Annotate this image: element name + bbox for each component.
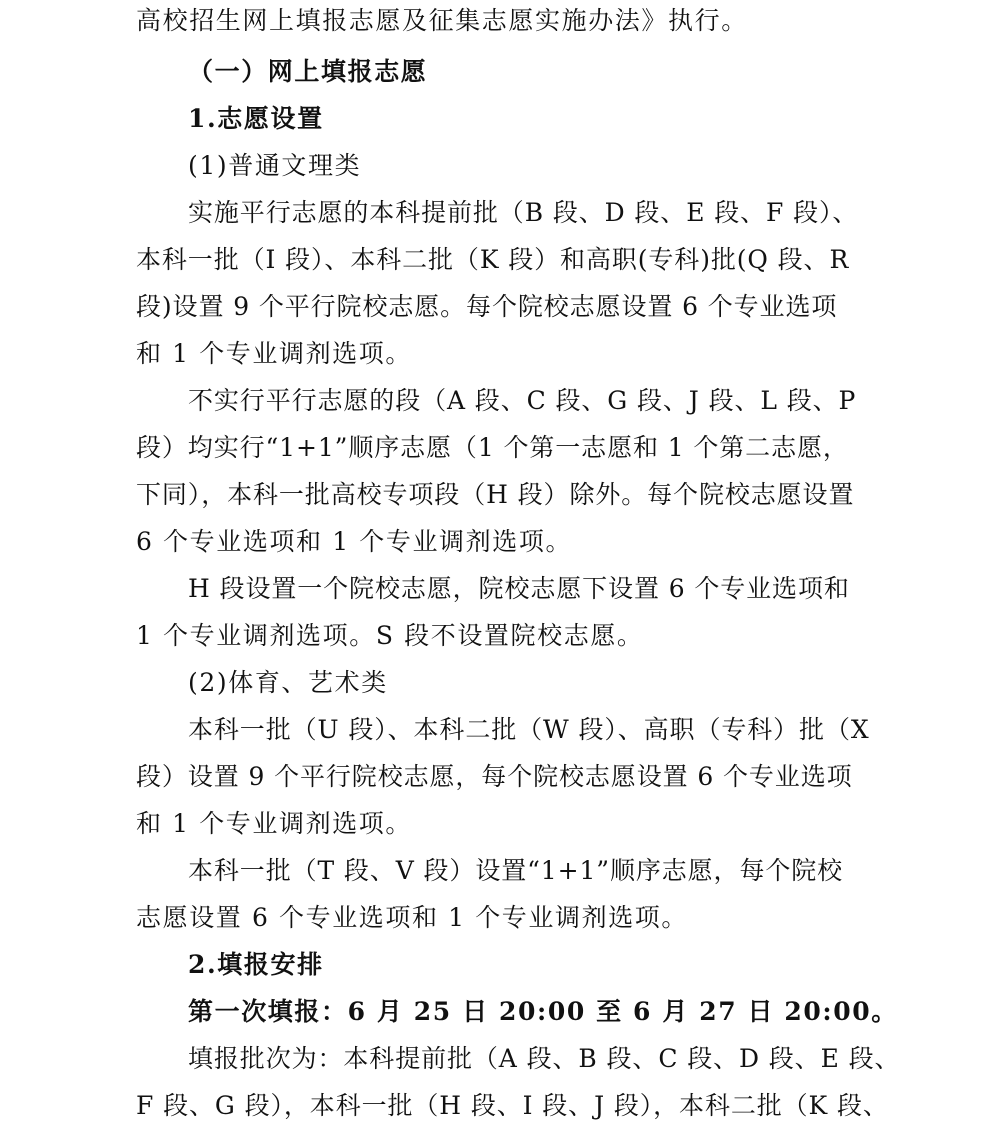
- schedule-line: 第一次填报：6 月 25 日 20:00 至 6 月 27 日 20:00。: [188, 997, 898, 1026]
- subsection-heading: 1.志愿设置: [188, 104, 324, 133]
- subsection-heading: 2.填报安排: [188, 950, 324, 979]
- text-line: 不实行平行志愿的段（A 段、C 段、G 段、J 段、L 段、P: [188, 386, 857, 415]
- section-heading: （一）网上填报志愿: [188, 57, 428, 86]
- text-line: 段）设置 9 个平行院校志愿，每个院校志愿设置 6 个专业选项: [136, 762, 853, 791]
- text-line: 6 个专业选项和 1 个专业调剂选项。: [136, 527, 573, 556]
- text-line: 填报批次为：本科提前批（A 段、B 段、C 段、D 段、E 段、: [188, 1044, 901, 1073]
- text-line: 和 1 个专业调剂选项。: [136, 339, 413, 368]
- text-line: 段)设置 9 个平行院校志愿。每个院校志愿设置 6 个专业选项: [136, 292, 838, 321]
- item-heading: (1)普通文理类: [188, 151, 362, 180]
- text-line: 高校招生网上填报志愿及征集志愿实施办法》执行。: [136, 6, 748, 35]
- text-line: 下同），本科一批高校专项段（H 段）除外。每个院校志愿设置: [136, 480, 855, 509]
- text-line: 本科一批（U 段）、本科二批（W 段）、高职（专科）批（X: [188, 715, 870, 744]
- text-line: 志愿设置 6 个专业选项和 1 个专业调剂选项。: [136, 903, 689, 932]
- text-line: 和 1 个专业调剂选项。: [136, 809, 413, 838]
- text-line: 本科一批（T 段、V 段）设置“1+1”顺序志愿，每个院校: [188, 856, 844, 885]
- text-line: 实施平行志愿的本科提前批（B 段、D 段、E 段、F 段）、: [188, 198, 859, 227]
- item-heading: (2)体育、艺术类: [188, 668, 388, 697]
- text-line: 段）均实行“1+1”顺序志愿（1 个第一志愿和 1 个第二志愿，: [136, 433, 849, 462]
- text-line: 1 个专业调剂选项。S 段不设置院校志愿。: [136, 621, 644, 650]
- text-line: F 段、G 段），本科一批（H 段、I 段、J 段），本科二批（K 段、: [136, 1091, 889, 1120]
- text-line: 本科一批（I 段）、本科二批（K 段）和高职(专科)批(Q 段、R: [136, 245, 850, 274]
- text-line: H 段设置一个院校志愿，院校志愿下设置 6 个专业选项和: [188, 574, 850, 603]
